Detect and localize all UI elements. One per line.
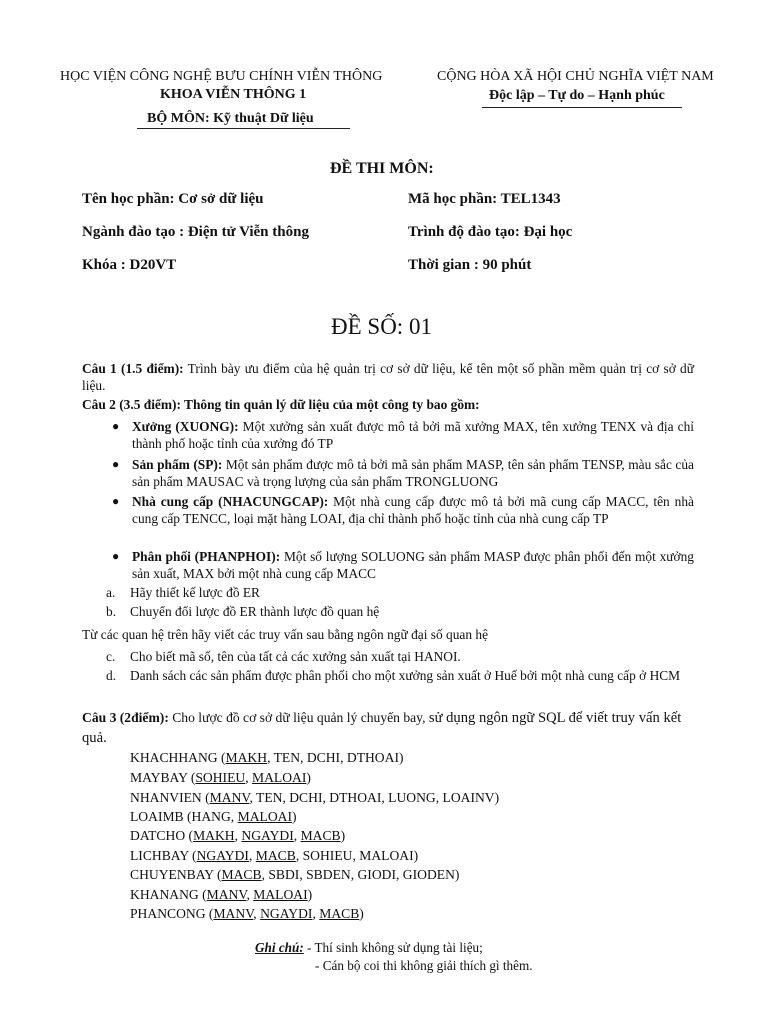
bullet-term: Xưởng (XUONG): <box>132 419 239 434</box>
list-marker: c. <box>106 649 116 664</box>
schema-row: MAYBAY (SOHIEU, MALOAI) <box>130 770 311 785</box>
motto-underline <box>482 107 682 108</box>
faculty-name: KHOA VIỄN THÔNG 1 <box>160 87 307 102</box>
country-name: CỘNG HÒA XÃ HỘI CHỦ NGHĨA VIỆT NAM <box>437 69 714 84</box>
bullet-item-phanphoi <box>132 549 694 582</box>
bullet-item-nhacungcap <box>132 494 694 527</box>
course-name: Tên học phần: Cơ sở dữ liệu <box>82 191 264 207</box>
bullet-icon: ● <box>112 419 120 433</box>
major: Ngành đào tạo : Điện tử Viễn thông <box>82 224 309 240</box>
query-intro: Từ các quan hệ trên hãy viết các truy vấn sau bằng ngôn ngữ đại số quan hệ <box>82 627 489 642</box>
bullet-item-xuong <box>132 419 694 452</box>
course-code: Mã học phần: TEL1343 <box>408 191 561 207</box>
exam-number: ĐỀ SỐ: 01 <box>331 314 432 339</box>
bullet-text: Một nhà cung cấp được mô tả bởi mã cung cấp MACC, tên nhà cung cấp TENCC, loại mặt hàng LOAI, địa chỉ thành phố hoặc tỉnh của nhà cung cấp TP <box>132 494 694 526</box>
note-label: Ghi chú: <box>255 940 304 955</box>
bullet-icon: ● <box>112 457 120 471</box>
question-3-text: Cho lược đồ cơ sở dữ liệu quản lý chuyến bay, <box>168 710 429 725</box>
department-name: BỘ MÔN: Kỹ thuật Dữ liệu <box>147 111 314 126</box>
list-marker: a. <box>106 585 116 600</box>
bullet-text: Một sản phẩm được mô tả bởi mã sản phẩm MASP, tên sản phẩm TENSP, màu sắc của sản phẩm MAUSAC và trọng lượng của sản phẩm TRONGLUONG <box>132 457 694 489</box>
list-item-d: Danh sách các sản phẩm được phân phối cho một xưởng sản xuất ở Huế bởi một nhà cung cấp ở HCM <box>130 668 681 683</box>
bullet-term: Nhà cung cấp (NHACUNGCAP): <box>132 494 329 509</box>
schema-row: LICHBAY (NGAYDI, MACB, SOHIEU, MALOAI) <box>130 848 419 863</box>
list-marker: d. <box>106 668 117 683</box>
cohort: Khóa : D20VT <box>82 257 177 273</box>
bullet-icon: ● <box>112 549 120 563</box>
note-line-1: - Thí sinh không sử dụng tài liệu; <box>303 940 483 955</box>
bullet-icon: ● <box>112 494 120 508</box>
bullet-text: Một số lượng SOLUONG sản phẩm MASP được phân phối đến một xưởng sản xuất, MAX bởi một nhà cung cấp MACC <box>132 549 695 581</box>
question-1-text: Trình bày ưu điểm của hệ quản trị cơ sở dữ liệu, kể tên một số phần mềm quản trị cơ sở dữ liệu. <box>82 361 694 393</box>
question-3-label: Câu 3 (2điểm): <box>82 710 169 725</box>
note-line-2: - Cán bộ coi thi không giải thích gì thêm. <box>315 958 533 973</box>
list-item-b: Chuyển đổi lược đồ ER thành lược đồ quan hệ <box>130 604 380 619</box>
question-3 <box>82 708 694 748</box>
schema-row: CHUYENBAY (MACB, SBDI, SBDEN, GIODI, GIODEN) <box>130 867 460 882</box>
schema-row: KHACHHANG (MAKH, TEN, DCHI, DTHOAI) <box>130 750 404 765</box>
list-item-a: Hãy thiết kế lược đồ ER <box>130 585 260 600</box>
bullet-text: Một xưởng sản xuất được mô tả bởi mã xưởng MAX, tên xưởng TENX và địa chỉ thành phố hoặc tỉnh của xưởng đó TP <box>132 419 694 451</box>
schema-row: KHANANG (MANV, MALOAI) <box>130 887 313 902</box>
list-marker: b. <box>106 604 117 619</box>
schema-row: PHANCONG (MANV, NGAYDI, MACB) <box>130 906 364 921</box>
training-level: Trình độ đào tạo: Đại học <box>408 224 573 240</box>
schema-row: DATCHO (MAKH, NGAYDI, MACB) <box>130 828 346 843</box>
schema-row: LOAIMB (HANG, MALOAI) <box>130 809 297 824</box>
question-3-text-sql: sử dụng ngôn ngữ SQL để viết truy vấn kết quả. <box>82 710 682 746</box>
bullet-term: Phân phối (PHANPHOI): <box>132 549 281 564</box>
list-item-c: Cho biết mã số, tên của tất cả các xưởng sản xuất tại HANOI. <box>130 649 461 664</box>
bullet-item-sanpham <box>132 457 694 490</box>
question-2-label: Câu 2 (3.5 điểm): Thông tin quản lý dữ liệu của một công ty bao gồm: <box>82 397 480 412</box>
duration: Thời gian : 90 phút <box>408 257 532 273</box>
exam-heading: ĐỀ THI MÔN: <box>330 160 434 177</box>
department-underline <box>137 128 350 129</box>
national-motto: Độc lập – Tự do – Hạnh phúc <box>489 88 665 103</box>
schema-row: NHANVIEN (MANV, TEN, DCHI, DTHOAI, LUONG, LOAINV) <box>130 790 500 805</box>
question-1 <box>82 361 694 394</box>
question-1-label: Câu 1 (1.5 điểm): <box>82 361 184 376</box>
institute-name: HỌC VIỆN CÔNG NGHỆ BƯU CHÍNH VIỄN THÔNG <box>60 69 383 84</box>
note <box>255 940 483 956</box>
bullet-term: Sản phẩm (SP): <box>132 457 223 472</box>
